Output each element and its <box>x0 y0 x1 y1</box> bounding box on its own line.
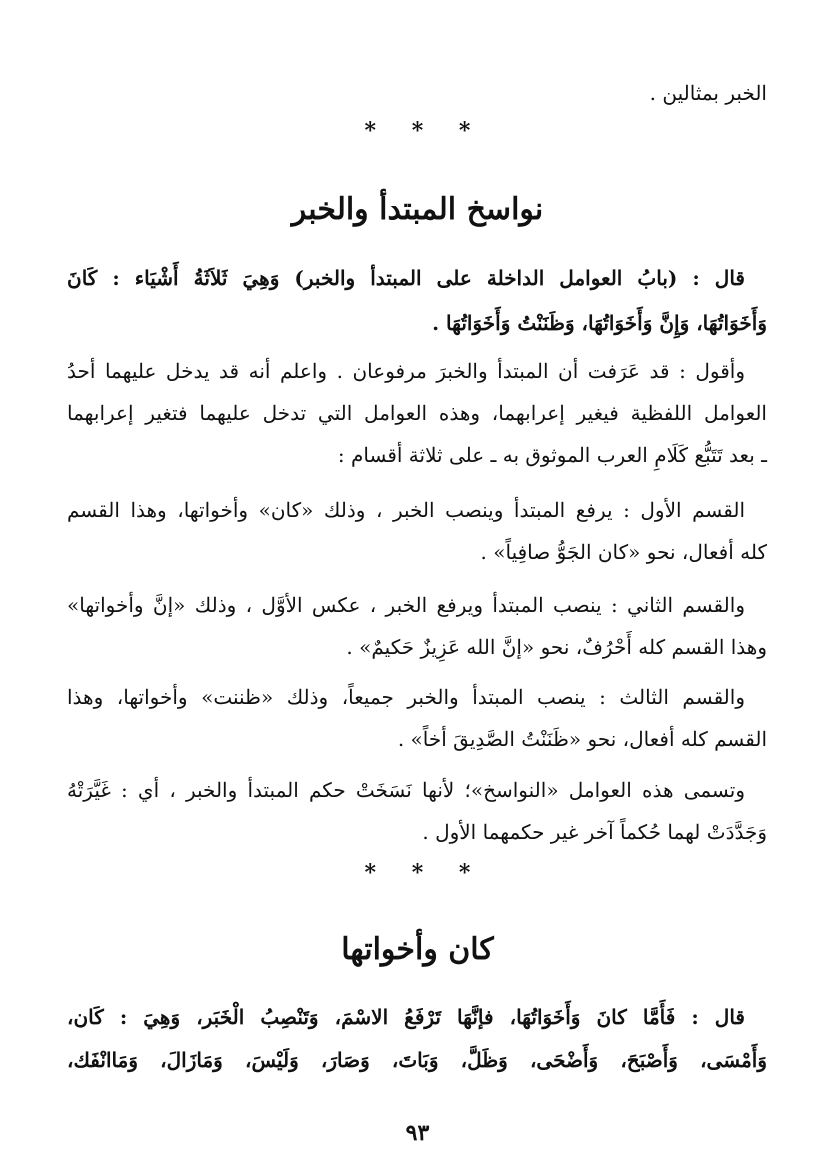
qism3-line-2: القسم كله أفعال، نحو «ظَنَنْتُ الصَّدِيقَ أخاً» . <box>397 727 767 751</box>
aqul-line-2: العوامل اللفظية فيغير إعرابهما، وهذه العوامل التي تدخل عليهما فتغير إعرابهما <box>67 401 767 425</box>
qism1-line-2: كله أفعال، نحو «كان الجَوُّ صافِياً» . <box>480 540 767 564</box>
aqul-line-1: وأقول : قد عَرَفت أن المبتدأ والخبرَ مرفوعان . واعلم أنه قد يدخل عليهما أحدُ <box>67 359 745 383</box>
kana-qala-line-1: قال : فَأَمَّا كانَ وَأَخَوَاتُهَا، فإنَّهَا تَرْفَعُ الاسْمَ، وَتَنْصِبُ الْخَبَر، وَهِيَ : كَان، <box>67 1005 745 1029</box>
nawasikh-line-1: وتسمى هذه العوامل «النواسخ»؛ لأنها نَسَخَتْ حكم المبتدأ والخبر ، أي : غَيَّرَتْهُ <box>67 778 745 802</box>
section-separator-2 <box>0 860 835 886</box>
separator-star: * <box>364 860 377 886</box>
qism2-line-2: وهذا القسم كله أَحْرُفٌ، نحو «إنَّ الله عَزِيزٌ حَكيمٌ» . <box>346 635 767 659</box>
aqul-line-3: ـ بعد تَتَبُّع كَلَامِ العرب الموثوق به ـ على ثلاثة أقسام : <box>337 443 767 467</box>
page-number: ٩٣ <box>405 1120 430 1146</box>
separator-star: * <box>458 860 471 886</box>
separator-star: * <box>411 860 424 886</box>
section-title-kana: كان وأخواتها <box>341 932 494 967</box>
qala-line-1: قال : (بابُ العوامل الداخلة على المبتدأ والخبر) وَهِيَ ثَلاَثَةُ أَشْيَاء : كَانَ <box>67 266 745 290</box>
qism1-line-1: القسم الأول : يرفع المبتدأ وينصب الخبر ، وذلك «كان» وأخواتها، وهذا القسم <box>67 498 745 522</box>
separator-star: * <box>411 118 424 144</box>
separator-star: * <box>458 118 471 144</box>
intro-line: الخبر بمثالين . <box>649 81 767 105</box>
section-title-nawasikh: نواسخ المبتدأ والخبر <box>291 192 544 227</box>
nawasikh-line-2: وَجَدَّدَتْ لهما حُكماً آخر غير حكمهما الأول . <box>422 820 767 844</box>
qism3-line-1: والقسم الثالث : ينصب المبتدأ والخبر جميعاً، وذلك «ظننت» وأخواتها، وهذا <box>67 685 745 709</box>
separator-star: * <box>364 118 377 144</box>
qism2-line-1: والقسم الثاني : ينصب المبتدأ ويرفع الخبر ، عكس الأوَّل ، وذلك «إنَّ وأخواتها» <box>67 593 745 617</box>
section-separator-1 <box>0 118 835 144</box>
qala-line-2: وَأَخَوَاتُهَا، وَإِنَّ وَأَخَوَاتُهَا، وَظَنَنْتُ وَأَخَوَاتُهَا . <box>432 311 767 335</box>
kana-qala-line-2: وَأَمْسَى، وَأَصْبَحَ، وَأَضْحَى، وَظَلَّ، وَبَاتَ، وَصَارَ، وَلَيْسَ، وَمَازَالَ، وَمَاانْفَك، <box>67 1048 767 1072</box>
